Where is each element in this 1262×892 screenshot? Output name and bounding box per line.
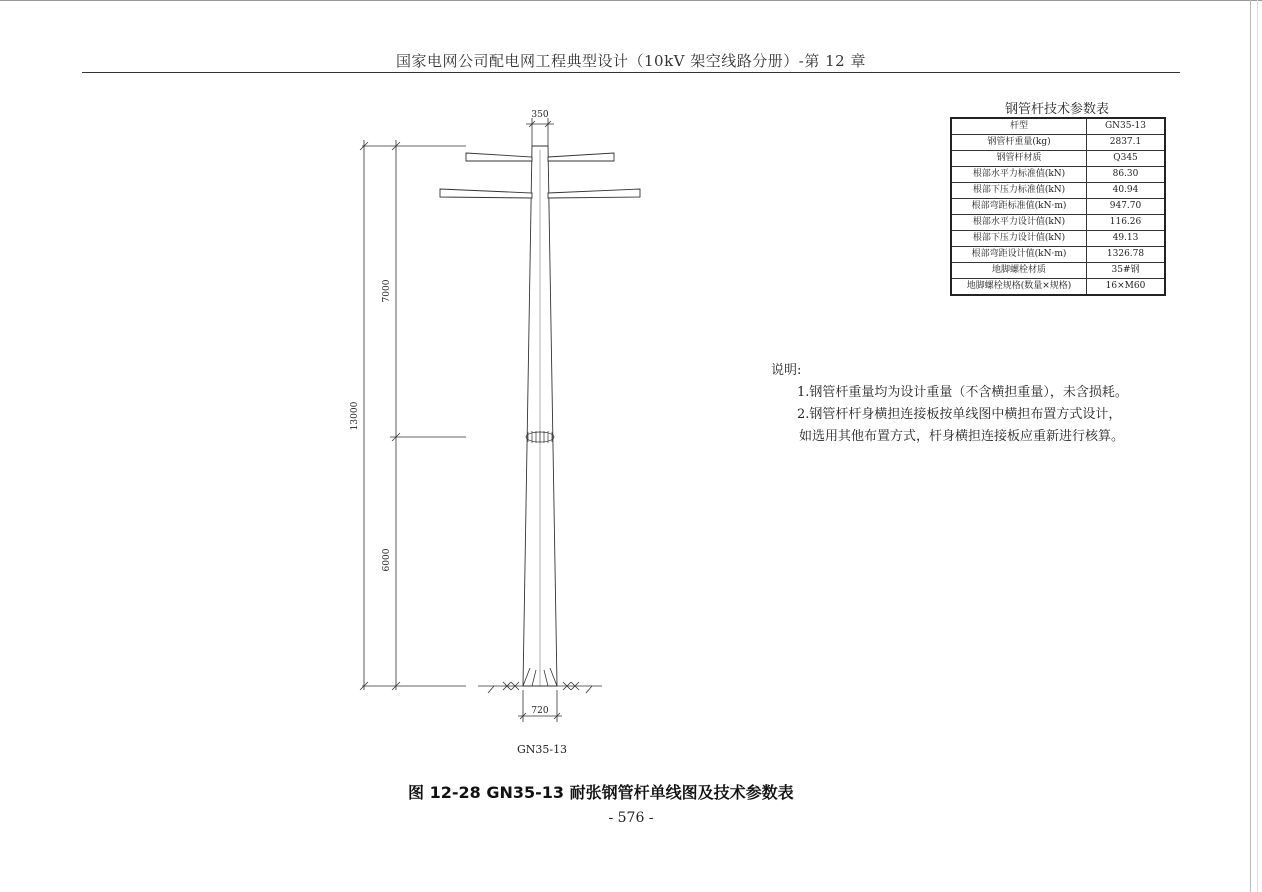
param-value: 86.30 (1087, 167, 1166, 183)
page-frame-right (1250, 0, 1251, 892)
param-value: 947.70 (1087, 199, 1166, 215)
page-frame-top (0, 0, 1262, 1)
dim-lower-label: 6000 (382, 548, 392, 572)
note-item-1: 1.钢管杆重量均为设计重量（不含横担重量），未含损耗。 (797, 385, 1128, 400)
table-row (951, 279, 1165, 296)
table-row (951, 263, 1165, 279)
param-name: 根部下压力设计值(kN) (951, 231, 1087, 247)
param-name: 杆型 (951, 118, 1087, 135)
dim-upper-label: 7000 (382, 279, 392, 303)
param-value: 2837.1 (1087, 135, 1166, 151)
dim-total-label: 13000 (350, 401, 360, 431)
note-item-2-continued: 如选用其他布置方式，杆身横担连接板应重新进行核算。 (799, 429, 1125, 444)
param-value: Q345 (1087, 151, 1166, 167)
table-row (951, 215, 1165, 231)
figure-caption: 图 12-28 GN35-13 耐张钢管杆单线图及技术参数表 (408, 783, 794, 802)
table-row (951, 167, 1165, 183)
param-name: 地脚螺栓规格(数量×规格) (951, 279, 1087, 296)
param-value: 116.26 (1087, 215, 1166, 231)
notes-block (771, 360, 1128, 448)
page-frame-right-outer (1257, 0, 1258, 892)
table-row (951, 151, 1165, 167)
param-table-title: 钢管杆技术参数表 (1004, 102, 1109, 117)
param-name: 根部弯距设计值(kN·m) (951, 247, 1087, 263)
dim-left (360, 140, 466, 690)
table-row (951, 118, 1165, 135)
param-name: 钢管杆材质 (951, 151, 1087, 167)
table-row (951, 135, 1165, 151)
notes-title: 说明: (771, 363, 802, 378)
param-name: 根部下压力标准值(kN) (951, 183, 1087, 199)
dim-base-label: 720 (531, 706, 549, 716)
param-name: 根部水平力设计值(kN) (951, 215, 1087, 231)
param-name: 根部弯距标准值(kN·m) (951, 199, 1087, 215)
header-rule (82, 72, 1180, 73)
param-value: 16×M60 (1087, 279, 1166, 296)
param-value: 49.13 (1087, 231, 1166, 247)
page-number: - 576 - (608, 810, 654, 826)
param-name: 根部水平力标准值(kN) (951, 167, 1087, 183)
table-row (951, 183, 1165, 199)
param-value: 1326.78 (1087, 247, 1166, 263)
param-name: 钢管杆重量(kg) (951, 135, 1087, 151)
pole-drawing (330, 100, 650, 770)
table-row (951, 199, 1165, 215)
page-header: 国家电网公司配电网工程典型设计（10kV 架空线路分册）-第 12 章 (396, 52, 866, 70)
pole-model-label: GN35-13 (516, 743, 568, 756)
param-table (950, 117, 1166, 296)
param-value: 40.94 (1087, 183, 1166, 199)
table-row (951, 247, 1165, 263)
dim-top-label: 350 (531, 110, 549, 120)
param-value: GN35-13 (1087, 118, 1166, 135)
table-row (951, 231, 1165, 247)
note-item-2: 2.钢管杆杆身横担连接板按单线图中横担布置方式设计， (797, 407, 1122, 422)
dim-top (526, 118, 554, 146)
param-value: 35#钢 (1087, 263, 1166, 279)
pole-body (523, 146, 557, 686)
param-name: 地脚螺栓材质 (951, 263, 1087, 279)
